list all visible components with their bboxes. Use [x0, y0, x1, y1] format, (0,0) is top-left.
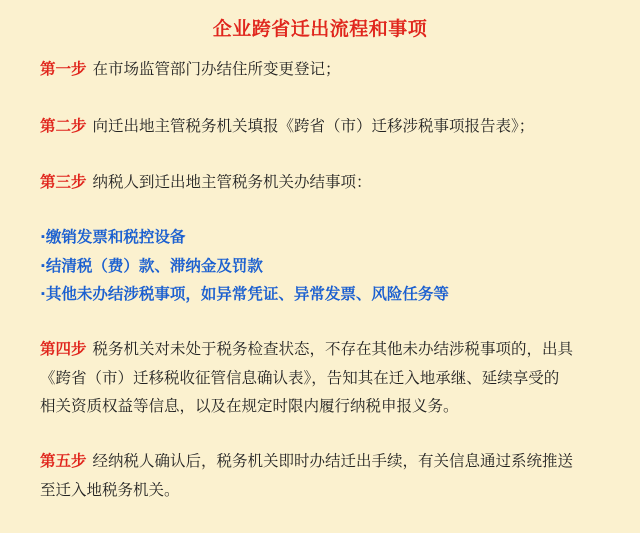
step-5-label: 第五步 [40, 452, 87, 470]
step-5-text-line-1: 经纳税人确认后，税务机关即时办结迁出手续，有关信息通过系统推送 [92, 452, 574, 470]
step-2-text: 向迁出地主管税务机关填报《跨省（市）迁移涉税事项报告表》； [92, 117, 535, 135]
step-1 [40, 59, 341, 79]
step-4-text-line-2: 《跨省（市）迁移税收征管信息确认表》，告知其在迁入地承继、延续享受的 [40, 369, 560, 387]
step-5-text-line-2: 至迁入地税务机关。 [40, 481, 180, 499]
step-1-label: 第一步 [40, 60, 87, 78]
step-4 [40, 339, 573, 359]
step-3-text: 纳税人到迁出地主管税务机关办结事项： [92, 173, 372, 191]
step-3 [40, 172, 372, 192]
step-5 [40, 451, 573, 471]
step-2 [40, 116, 534, 136]
step-4-text-line-1: 税务机关对未处于税务检查状态，不存在其他未办结涉税事项的，出具 [92, 340, 574, 358]
step-4-label: 第四步 [40, 340, 87, 358]
step-2-label: 第二步 [40, 117, 87, 135]
step-4-text-line-3: 相关资质权益等信息，以及在规定时限内履行纳税申报义务。 [40, 397, 459, 415]
step-3-label: 第三步 [40, 173, 87, 191]
bullet-item: ·结清税（费）款、滞纳金及罚款 [40, 257, 263, 275]
step-1-text: 在市场监管部门办结住所变更登记； [92, 60, 341, 78]
bullet-item: ·缴销发票和税控设备 [40, 228, 186, 246]
bullet-item: ·其他未办结涉税事项，如异常凭证、异常发票、风险任务等 [40, 285, 449, 303]
page-title: 企业跨省迁出流程和事项 [212, 18, 428, 40]
